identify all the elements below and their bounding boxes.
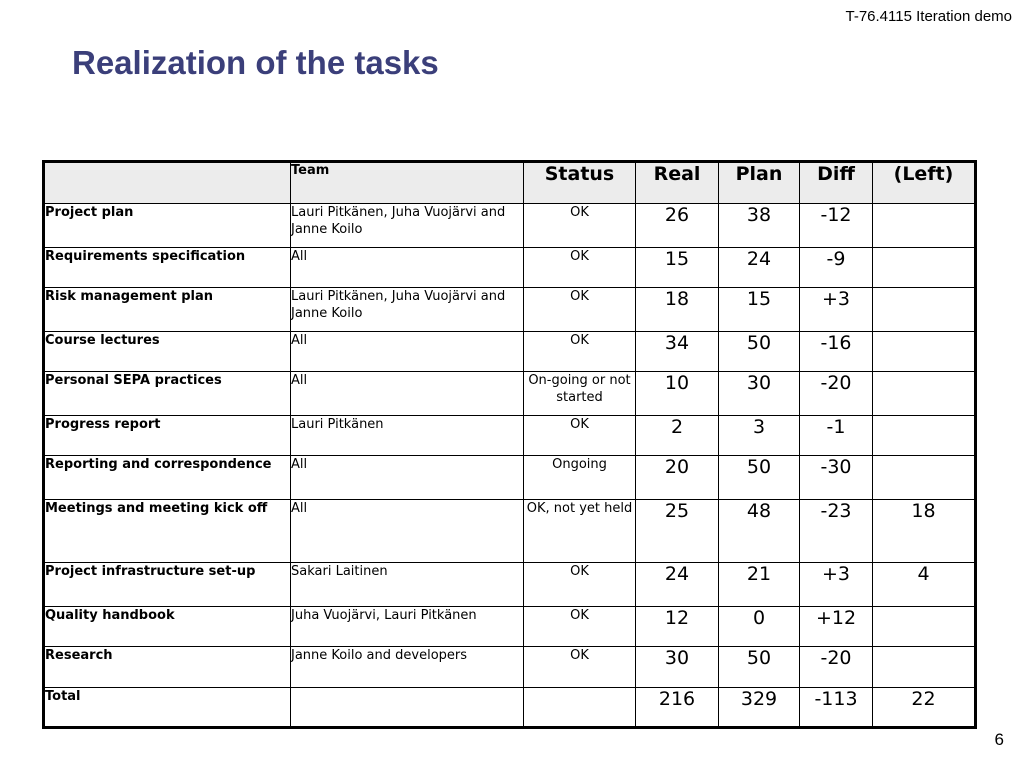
status-cell: OK, not yet held [524,500,636,563]
diff-cell: +12 [800,607,873,647]
task-cell: Total [44,688,291,728]
team-cell: All [291,332,524,372]
header-task [44,162,291,204]
status-cell: OK [524,607,636,647]
team-cell: All [291,372,524,416]
real-cell: 24 [636,563,719,607]
team-cell: Sakari Laitinen [291,563,524,607]
table-row [44,372,976,416]
status-cell: OK [524,647,636,688]
task-cell: Project infrastructure set-up [44,563,291,607]
diff-cell: -20 [800,647,873,688]
left-cell [873,416,976,456]
team-cell: All [291,456,524,500]
plan-cell: 50 [719,456,800,500]
left-cell: 22 [873,688,976,728]
left-cell [873,248,976,288]
real-cell: 26 [636,204,719,248]
status-cell: OK [524,288,636,332]
plan-cell: 3 [719,416,800,456]
status-cell: OK [524,332,636,372]
diff-cell: -30 [800,456,873,500]
team-cell: Juha Vuojärvi, Lauri Pitkänen [291,607,524,647]
diff-cell: -113 [800,688,873,728]
real-cell: 25 [636,500,719,563]
diff-cell: -20 [800,372,873,416]
diff-cell: -23 [800,500,873,563]
real-cell: 20 [636,456,719,500]
status-cell: OK [524,204,636,248]
status-cell: OK [524,563,636,607]
table-row [44,456,976,500]
table-row [44,204,976,248]
table-row [44,607,976,647]
status-cell: OK [524,416,636,456]
header-team: Team [291,162,524,204]
table-row [44,647,976,688]
real-cell: 15 [636,248,719,288]
header-real: Real [636,162,719,204]
left-cell [873,204,976,248]
diff-cell: -16 [800,332,873,372]
diff-cell: +3 [800,563,873,607]
header-status: Status [524,162,636,204]
real-cell: 34 [636,332,719,372]
plan-cell: 21 [719,563,800,607]
slide-title: Realization of the tasks [72,44,439,81]
team-cell: Lauri Pitkänen, Juha Vuojärvi and Janne Koilo [291,288,524,332]
table-row [44,288,976,332]
team-cell: All [291,500,524,563]
real-cell: 2 [636,416,719,456]
header-left: (Left) [873,162,976,204]
plan-cell: 48 [719,500,800,563]
header-plan: Plan [719,162,800,204]
left-cell [873,647,976,688]
plan-cell: 329 [719,688,800,728]
task-cell: Project plan [44,204,291,248]
status-cell: On-going or not started [524,372,636,416]
team-cell: Lauri Pitkänen [291,416,524,456]
task-cell: Risk management plan [44,288,291,332]
real-cell: 216 [636,688,719,728]
plan-cell: 50 [719,332,800,372]
task-realization-table [42,160,977,729]
task-cell: Research [44,647,291,688]
diff-cell: +3 [800,288,873,332]
real-cell: 30 [636,647,719,688]
left-cell [873,607,976,647]
task-cell: Personal SEPA practices [44,372,291,416]
task-cell: Progress report [44,416,291,456]
plan-cell: 30 [719,372,800,416]
diff-cell: -1 [800,416,873,456]
table-row [44,416,976,456]
table-row [44,563,976,607]
table-total-row [44,688,976,728]
task-cell: Reporting and correspondence [44,456,291,500]
table-row [44,500,976,563]
course-label: T-76.4115 Iteration demo [845,8,1012,25]
left-cell [873,456,976,500]
left-cell [873,372,976,416]
page-number: 6 [994,730,1004,749]
real-cell: 10 [636,372,719,416]
table-header-row [44,162,976,204]
diff-cell: -9 [800,248,873,288]
table-row [44,332,976,372]
team-cell: All [291,248,524,288]
plan-cell: 15 [719,288,800,332]
task-cell: Course lectures [44,332,291,372]
left-cell: 18 [873,500,976,563]
header-diff: Diff [800,162,873,204]
real-cell: 12 [636,607,719,647]
task-cell: Requirements specification [44,248,291,288]
status-cell: Ongoing [524,456,636,500]
plan-cell: 38 [719,204,800,248]
real-cell: 18 [636,288,719,332]
plan-cell: 50 [719,647,800,688]
team-cell [291,688,524,728]
team-cell: Lauri Pitkänen, Juha Vuojärvi and Janne Koilo [291,204,524,248]
table-row [44,248,976,288]
team-cell: Janne Koilo and developers [291,647,524,688]
left-cell [873,332,976,372]
task-cell: Quality handbook [44,607,291,647]
plan-cell: 24 [719,248,800,288]
left-cell: 4 [873,563,976,607]
task-cell: Meetings and meeting kick off [44,500,291,563]
left-cell [873,288,976,332]
diff-cell: -12 [800,204,873,248]
status-cell: OK [524,248,636,288]
status-cell [524,688,636,728]
plan-cell: 0 [719,607,800,647]
